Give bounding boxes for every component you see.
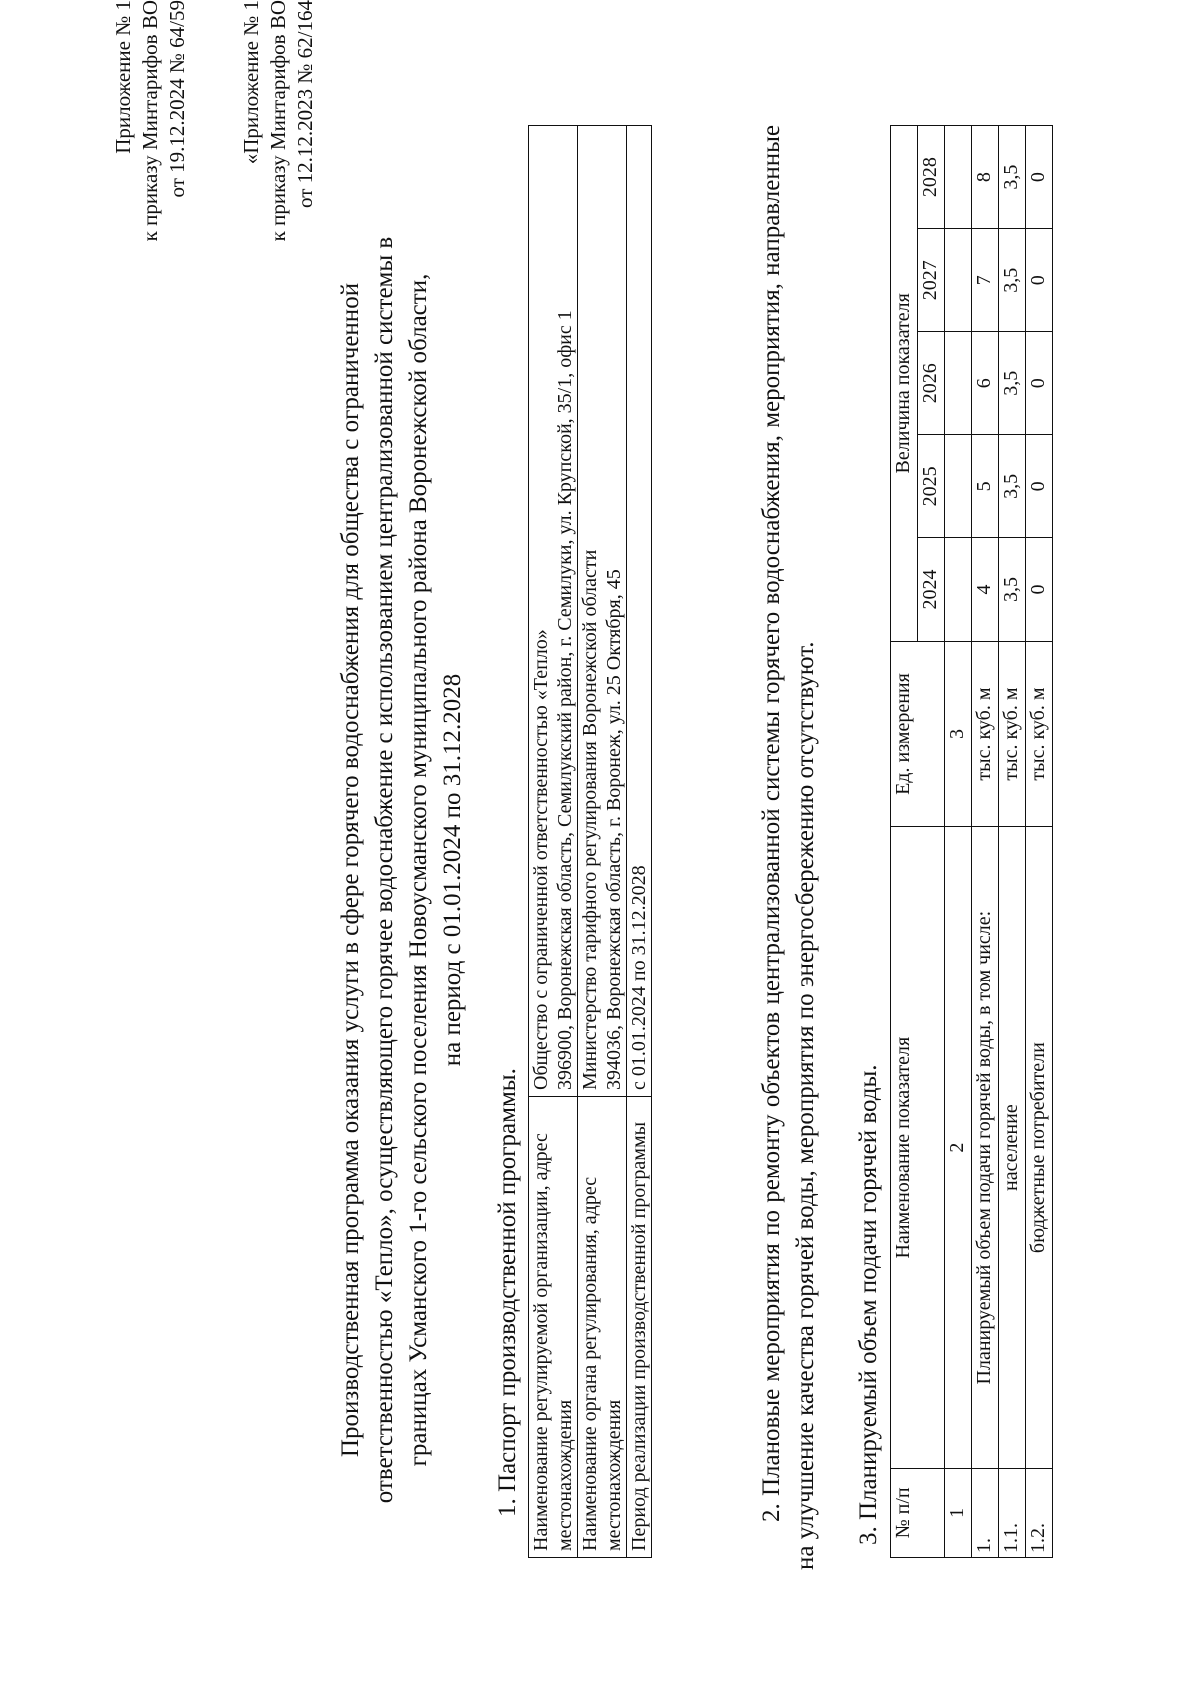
- row-value: 7: [972, 229, 999, 332]
- passport-value-line: с 01.01.2024 по 31.12.2028: [628, 865, 650, 1090]
- index-cell: [945, 229, 972, 332]
- appendix-previous-line2: к приказу Минтарифов ВО: [266, 0, 290, 242]
- header-year: 2027: [918, 229, 945, 332]
- table-row: [999, 126, 1026, 1558]
- section1-heading: 1. Паспорт производственной программы.: [494, 1068, 521, 1517]
- title-line3: границах Усманского 1-го сельского поселения Новоусманского муниципального района Воронежской области,: [405, 273, 432, 1467]
- row-num: 1.: [972, 1468, 999, 1557]
- index-cell: 3: [945, 641, 972, 827]
- appendix-current-block: [110, 0, 191, 1575]
- header-year: 2024: [918, 538, 945, 641]
- index-cell: [945, 435, 972, 538]
- header-value-group: Величина показателя: [891, 126, 918, 642]
- row-value: 3,5: [999, 229, 1026, 332]
- row-value: 8: [972, 126, 999, 229]
- index-cell: 1: [945, 1468, 972, 1557]
- section3-heading: 3. Планируемый объем подачи горячей воды.: [855, 1064, 882, 1545]
- passport-value: [627, 126, 652, 1097]
- title-line1: Производственная программа оказания услуги в сфере горячего водоснабжения для общества с ограниченной: [337, 282, 364, 1458]
- header-year: 2026: [918, 332, 945, 435]
- index-cell: [945, 126, 972, 229]
- header-year: 2028: [918, 126, 945, 229]
- passport-value-line: Общество с ограниченной ответственностью «Тепло»: [530, 629, 552, 1090]
- section2-text: 2. Плановые мероприятия по ремонту объектов централизованной системы горячего водоснабжения, мероприятия, направленные на улучшение качества горячей воды, мероприятия по энергосбережению отсутствуют.: [758, 125, 819, 1570]
- row-value: 3,5: [999, 435, 1026, 538]
- table-header-row: [891, 126, 918, 1558]
- document-title: [334, 170, 470, 1570]
- row-name: Планируемый объем подачи горячей воды, в том числе:: [972, 827, 999, 1468]
- table-row: [578, 126, 627, 1558]
- row-value: 0: [1026, 126, 1053, 229]
- row-value: 5: [972, 435, 999, 538]
- row-value: 0: [1026, 229, 1053, 332]
- water-volume-table: [890, 125, 1053, 1558]
- table-row: [1026, 126, 1053, 1558]
- header-unit: Ед. измерения: [891, 641, 945, 827]
- row-num: 1.2.: [1026, 1468, 1053, 1557]
- row-value: 0: [1026, 332, 1053, 435]
- title-line2: ответственностью «Тепло», осуществляющего горячее водоснабжение с использованием централизованной системы в: [371, 236, 398, 1504]
- passport-value-line: Министерство тарифного регулирования Воронежской области: [579, 549, 601, 1090]
- index-cell: [945, 332, 972, 435]
- title-line4: на период с 01.01.2024 по 31.12.2028: [439, 673, 466, 1067]
- row-name: бюджетные потребители: [1026, 827, 1053, 1468]
- row-value: 3,5: [999, 538, 1026, 641]
- passport-table: [528, 125, 652, 1558]
- row-num: 1.1.: [999, 1468, 1026, 1557]
- header-year: 2025: [918, 435, 945, 538]
- index-cell: 2: [945, 827, 972, 1468]
- appendix-current-line3: от 19.12.2024 № 64/59: [165, 0, 189, 198]
- table-row: [627, 126, 652, 1558]
- table-row: [972, 126, 999, 1558]
- row-unit: тыс. куб. м: [972, 641, 999, 827]
- row-name: население: [999, 827, 1026, 1468]
- index-cell: [945, 538, 972, 641]
- passport-value-line: 394036, Воронежская область, г. Воронеж, ул. 25 Октября, 45: [603, 569, 625, 1090]
- appendix-previous-line3: от 12.12.2023 № 62/164: [293, 0, 317, 209]
- header-num: № п/п: [891, 1468, 945, 1557]
- table-index-row: [945, 126, 972, 1558]
- row-value: 3,5: [999, 332, 1026, 435]
- row-unit: тыс. куб. м: [1026, 641, 1053, 827]
- row-unit: тыс. куб. м: [999, 641, 1026, 827]
- passport-value-line: 396900, Воронежская область, Семилукский район, г. Семилуки, ул. Крупской, 35/1, офис 1: [554, 310, 576, 1090]
- section2-paragraph: [755, 125, 823, 1570]
- header-name: Наименование показателя: [891, 827, 945, 1468]
- passport-label: Наименование органа регулирования, адрес местонахождения: [578, 1097, 627, 1558]
- row-value: 0: [1026, 435, 1053, 538]
- passport-value: [578, 126, 627, 1097]
- appendix-current-line2: к приказу Минтарифов ВО: [138, 0, 162, 242]
- passport-value: [529, 126, 578, 1097]
- appendix-current-line1: Приложение № 1: [111, 0, 135, 154]
- row-value: 3,5: [999, 126, 1026, 229]
- row-value: 6: [972, 332, 999, 435]
- appendix-previous-line1: «Приложение № 1: [239, 0, 263, 165]
- passport-label: Период реализации производственной программы: [627, 1097, 652, 1558]
- row-value: 4: [972, 538, 999, 641]
- row-value: 0: [1026, 538, 1053, 641]
- table-row: [529, 126, 578, 1558]
- passport-label: Наименование регулируемой организации, адрес местонахождения: [529, 1097, 578, 1558]
- appendix-previous-block: [238, 0, 319, 1575]
